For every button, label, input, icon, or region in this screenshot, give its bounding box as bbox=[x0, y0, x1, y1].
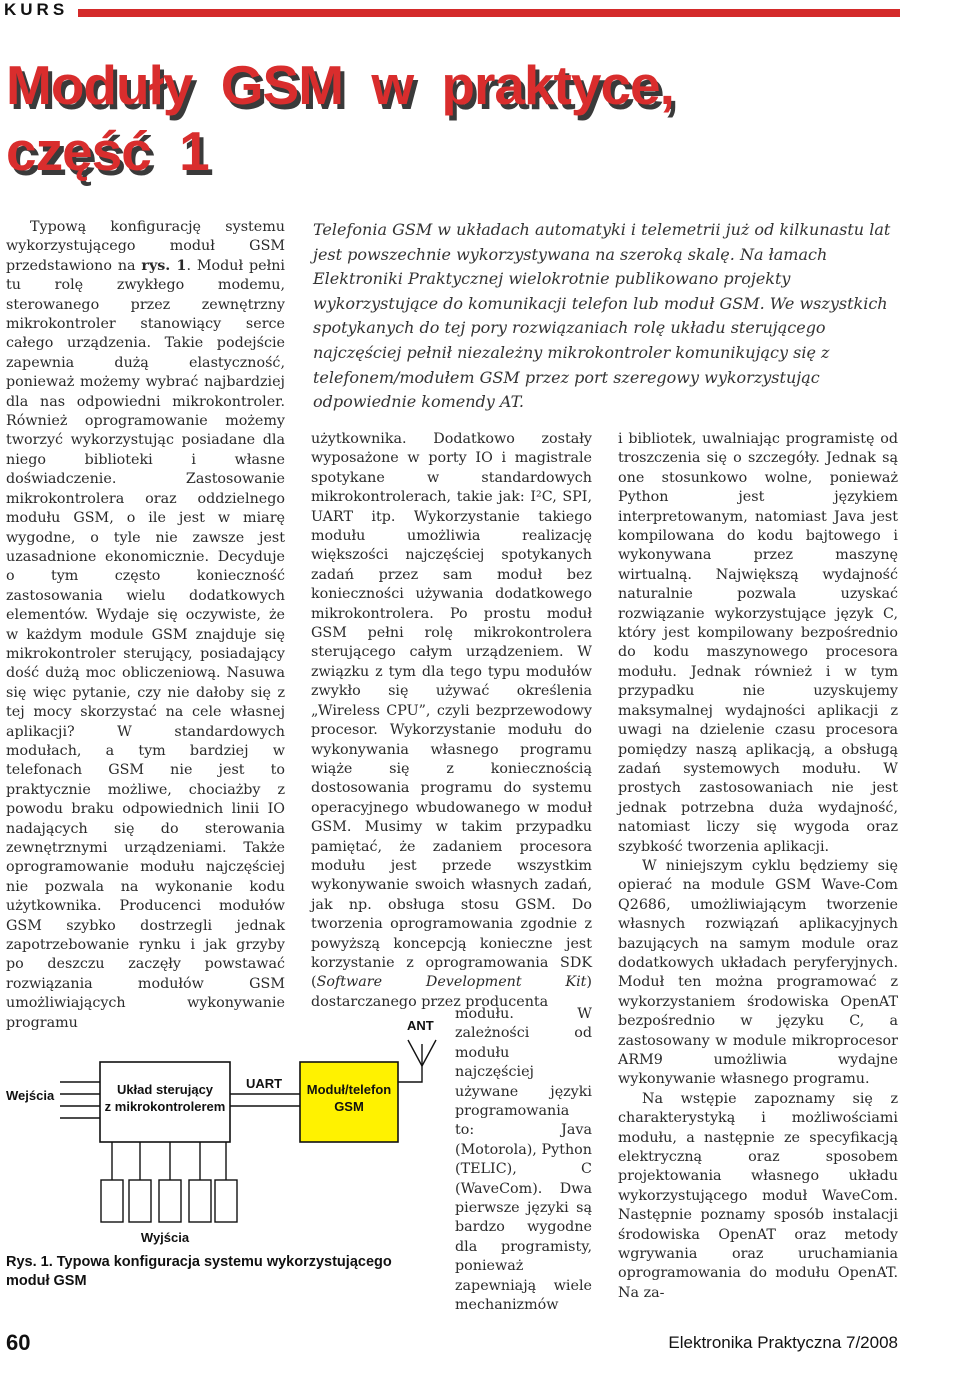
magazine-issue: Elektronika Praktyczna 7/2008 bbox=[668, 1333, 898, 1352]
mcu-label-1: Układ sterujący bbox=[116, 1082, 214, 1097]
col2-paragraph bbox=[311, 430, 592, 1012]
column-2 bbox=[311, 430, 592, 1012]
antenna-label: ANT bbox=[407, 1018, 434, 1033]
gsm-label-1: Moduł/telefon bbox=[306, 1082, 392, 1097]
header-rule bbox=[78, 9, 900, 17]
inputs-label: Wejścia bbox=[6, 1088, 55, 1103]
uart-label: UART bbox=[246, 1076, 283, 1091]
gsm-label-2: GSM bbox=[334, 1099, 364, 1114]
title-line-2: część 1 bbox=[6, 120, 209, 182]
outputs-label: Wyjścia bbox=[140, 1230, 190, 1245]
col1-text-a: Typową konfigurację systemu wykorzystującego moduł GSM przedstawiono na bbox=[6, 219, 285, 274]
mcu-label-2: z mikrokontrolerem bbox=[104, 1099, 226, 1114]
col3-paragraph-3: Na wstępie zapoznamy się z charakterystyką i możliwościami modułu, a następnie ze specyfikacją elektryczną oraz sposobem projektowania własnego układu wykorzystującego moduł WaveCom. Następnie poznamy sposób instalacji środowiska OpenAT oraz metody wgrywania oraz uruchamiania oprogramowania do modułu OpenAT. Na za- bbox=[618, 1090, 898, 1301]
figure-reference: rys. 1 bbox=[141, 257, 187, 274]
col1-text-b: . Moduł pełni tu rolę zwykłego modemu, sterowanego przez zewnętrzny mikrokontroler stanowiący serce całego urządzenia. Takie podejście zapewnia dużą elastyczność, ponieważ możemy wybrać najbardziej dla nas odpowiedni mikrokontroler. Również oprogramowanie możemy tworzyć wykorzystując posiadane dla niego biblioteki i własne doświadczenie. Zastosowanie mikrokontrolera oraz oddzielnego modułu GSM, o ile jest w miarę wygodne, o tyle nie zawsze jest uzasadnione ekonomicznie. Decyduje o tym często konieczność zastosowania wielu dodatkowych elementów. Wydaje się oczywiste, że w każdym module GSM znajduje się mikrokontroler sterujący, posiadający dość dużą moc obliczeniową. Nasuwa się więc pytanie, czy nie dałoby się z tej mocy skorzystać na cele własnej aplikacji? W standardowych modułach, a tym bardziej w telefonach GSM nie jest to praktycznie możliwe, chociażby z powodu braku odpowiednich linii IO nadających się do sterowania zewnętrznymi urządzeniami. Także oprogramowanie modułu najczęściej nie pozwala na wykonanie kodu użytkownika. Producenci modułów GSM szybko dostrzegli jednak zapotrzebowanie rynku i jak grzyby po deszczu zaczęły powstawać rozwiązania modułów GSM umożliwiających wykonywanie programu bbox=[6, 257, 286, 1031]
col2-text-a: użytkownika. Dodatkowo zostały wyposażone w porty IO i magistrale spotykane w standardowych mikrokontrolerach, takie jak: I²C, SPI, UART itp. Wykorzystanie takiego modułu umożliwia realizację większości najczęściej spotykanych zadań przez sam moduł bez konieczności używania dodatkowego mikrokontrolera. Po prostu moduł GSM pełni rolę mikrokontrolera sterującego całym urządzeniem. W związku z tym dla tego typu modułów zwykło się używać określenia „Wireless CPU”, czyli bezprzewodowy procesor. Wykorzystanie modułu do wykonywania własnego programu wiąże się z koniecznością dostosowania programu do systemu operacyjnego wbudowanego w moduł GSM. Musimy w takim przypadku pamiętać, że zadaniem procesora modułu jest przede wszystkim wykonywanie swoich własnych zadań, jak np. obsługa stosu GSM. Do tworzenia oprogramowania zgodnie z powyższą koncepcją konieczne jest korzystanie z oprogramowania SDK ( bbox=[311, 431, 592, 991]
antenna-icon bbox=[398, 1040, 436, 1082]
system-diagram bbox=[0, 1010, 450, 1250]
figure-caption bbox=[6, 1253, 426, 1291]
lead-paragraph: Telefonia GSM w układach automatyki i telemetrii już od kilkunastu lat jest powszechnie wykorzystywana na szeroką skalę. Na łamach Elektroniki Praktycznej wielokrotnie publikowano projekty wykorzystujące do komunikacji telefon lub moduł GSM. We wszystkich spotykanych do tej pory rozwiązaniach rolę układu sterującego najczęściej pełnił niezależny mikrokontroler komunikujący się z telefonem/modułem GSM przez port szeregowy wykorzystując odpowiednie komendy AT. bbox=[313, 220, 891, 412]
col2-narrow-paragraph: modułu. W zależności od modułu najczęściej używane języki programowania to: Java (Motorola), Python (TELIC), C (WaveCom). Dwa pierwsze języki są bardzo wygodne dla programisty, ponieważ zapewniają wiele mechanizmów bbox=[455, 1006, 592, 1314]
output-boxes bbox=[101, 1180, 237, 1222]
column-2-narrow bbox=[455, 1005, 592, 1316]
sdk-expansion: Software Development Kit bbox=[316, 974, 587, 991]
title-line-1: Moduły GSM w praktyce, bbox=[6, 54, 674, 116]
input-lines bbox=[60, 1082, 100, 1118]
page-number: 60 bbox=[6, 1330, 31, 1355]
section-label: KURS bbox=[4, 0, 69, 19]
col1-paragraph bbox=[6, 218, 285, 1033]
col3-paragraph-1: i bibliotek, uwalniając programistę od troszczenia się o szczegóły. Jednak są one stosunkowo wolne, ponieważ Python jest językiem interpretowanym, natomiast Java jest kompilowana do kodu bajtowego i wykonywana przez maszynę wirtualną. Największą wydajność naturalnie pozwala uzyskać rozwiązanie wykorzystujące język C, który jest kompilowany bezpośrednio do kodu maszynowego procesora modułu. Jednak również i w tym przypadku nie uzyskujemy maksymalnej wydajności aplikacji z uwagi na dzielenie czasu procesora pomiędzy naszą aplikacją, a obsługą zadań systemowych modułu. W prostych zastosowaniach nie jest jednak potrzebna duża wydajność, natomiast liczy się wygoda oraz szybkość tworzenia aplikacji. bbox=[618, 431, 898, 855]
col3-paragraph-2: W niniejszym cyklu będziemy się opierać na module GSM Wave-Com Q2686, umożliwiającym tworzenie własnych rozwiązań aplikacyjnych bazujących na samym module oraz dodatkowych układach peryferyjnych. Moduł ten można programować z wykorzystaniem środowiska OpenAT bezpośrednio w języku C, a zastosowany w module mikroprocesor ARM9 umożliwia wydajne wykonywanie własnego programu. bbox=[618, 857, 898, 1088]
caption-text: Rys. 1. Typowa konfiguracja systemu wykorzystującego moduł GSM bbox=[6, 1254, 392, 1289]
col2-text-b: ) dostarczanego przez producenta bbox=[311, 974, 592, 1010]
column-1 bbox=[6, 218, 285, 1033]
column-3 bbox=[618, 430, 898, 1303]
output-lines bbox=[112, 1142, 226, 1180]
article-title bbox=[6, 52, 674, 184]
